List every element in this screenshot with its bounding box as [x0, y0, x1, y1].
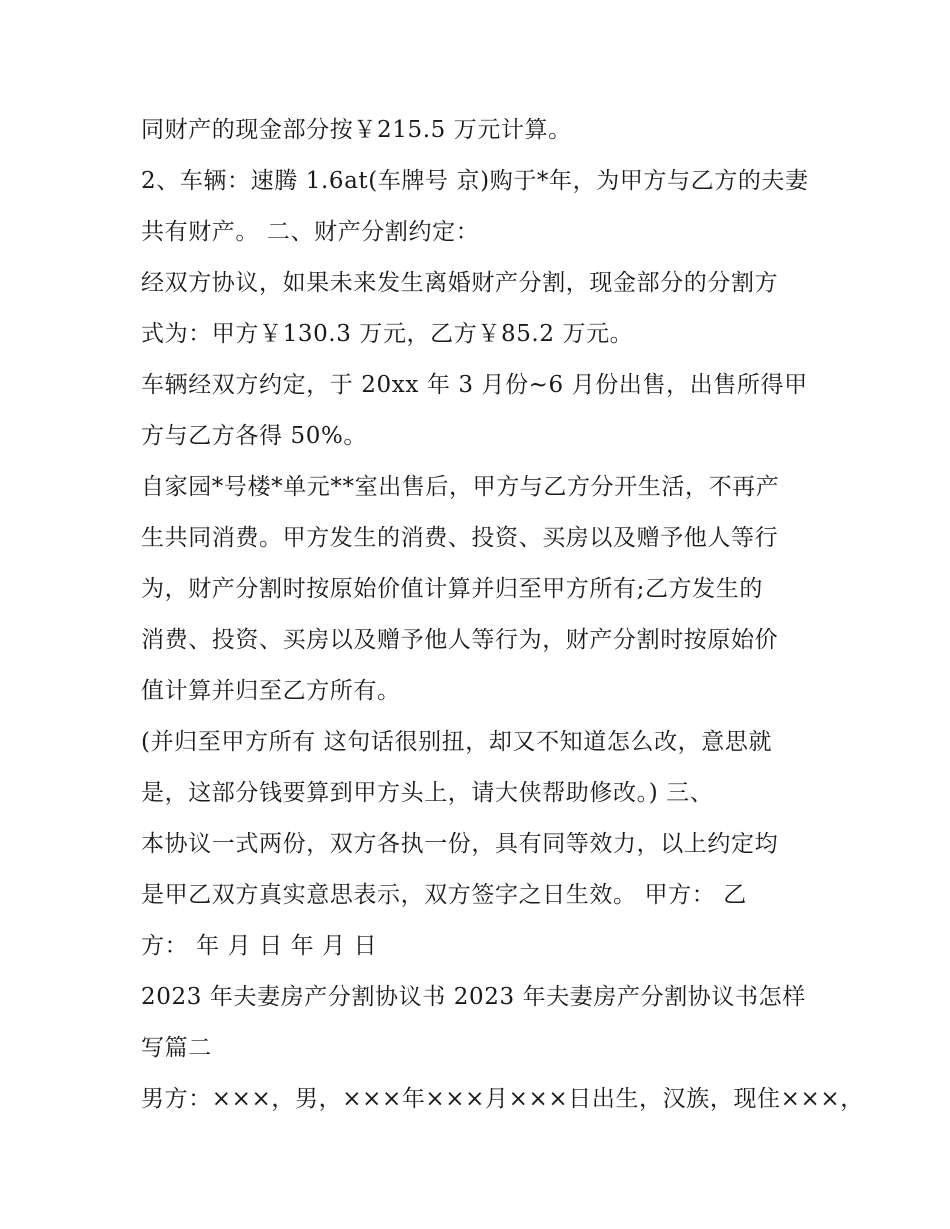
text-line: 方： 年 月 日 年 月 日: [141, 933, 378, 959]
text-line: (并归至甲方所有 这句话很别扭，却又不知道怎么改，意思就: [141, 729, 773, 755]
text-line: 写篇二: [141, 1035, 212, 1061]
text-line: 经双方协议，如果未来发生离婚财产分割，现金部分的分割方: [141, 270, 779, 296]
text-line: 消费、投资、买房以及赠予他人等行为，财产分割时按原始价: [141, 627, 779, 653]
text-line: 值计算并归至乙方所有。: [141, 678, 401, 704]
text-line: 2、车辆：速腾 1.6at(车牌号 京)购于*年，为甲方与乙方的夫妻: [141, 168, 809, 194]
text-line: 2023 年夫妻房产分割协议书 2023 年夫妻房产分割协议书怎样: [141, 984, 806, 1010]
text-line: 是甲乙双方真实意思表示，双方签字之日生效。 甲方： 乙: [141, 882, 747, 908]
text-line: 同财产的现金部分按￥215.5 万元计算。: [141, 117, 572, 143]
text-line: 式为：甲方￥130.3 万元，乙方￥85.2 万元。: [141, 321, 634, 347]
text-line: 共有财产。 二、财产分割约定：: [141, 219, 480, 245]
text-line: 方与乙方各得 50%。: [141, 423, 368, 449]
text-line: 为，财产分割时按原始价值计算并归至甲方所有;乙方发生的: [141, 576, 763, 602]
text-line: 本协议一式两份，双方各执一份，具有同等效力，以上约定均: [141, 831, 779, 857]
text-line: 男方：×××，男，×××年×××月×××日出生，汉族，现住×××，: [141, 1086, 864, 1112]
text-line: 自家园*号楼*单元**室出售后，甲方与乙方分开生活，不再产: [141, 474, 780, 500]
text-line: 是，这部分钱要算到甲方头上，请大侠帮助修改。) 三、: [141, 780, 714, 806]
text-line: 生共同消费。甲方发生的消费、投资、买房以及赠予他人等行: [141, 525, 779, 551]
text-line: 车辆经双方约定，于 20xx 年 3 月份~6 月份出售，出售所得甲: [141, 372, 808, 398]
